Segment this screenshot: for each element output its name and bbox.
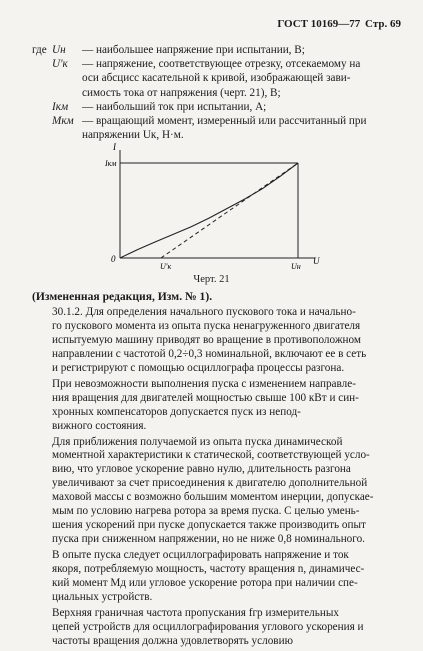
definition-prefix: где (32, 44, 47, 56)
definition-prefix (32, 100, 52, 114)
text-line: го пускового момента из опыта пуска ненагруженного двигателя (52, 319, 361, 332)
definition-symbol: U'к (52, 58, 68, 71)
text-line: якоря, потребляемую мощность, частоту вращения n, динамичес- (52, 563, 365, 576)
text-line: маховой массы с возможно большим моментом инерции, допускае- (52, 491, 374, 504)
revision-note: (Измененная редакция, Изм. № 1). (32, 290, 213, 303)
text-line: увеличивают за счет присоединения к двигателю дополнительной (52, 477, 368, 490)
paragraph (32, 436, 404, 548)
text-line: Верхняя граничная частота пропускания fгр измерительных (52, 606, 339, 619)
text-line: цепей устройств для осциллографирования углового ускорения и (52, 620, 364, 633)
definition-text: — наибольшее напряжение при испытании, В; (82, 44, 305, 56)
body-text (32, 290, 404, 651)
text-line: испытуемую машину приводят во вращение в противоположном (52, 333, 361, 346)
x-tick-un: Uн (291, 262, 301, 270)
text-line: Для приближения получаемой из опыта пуска динамической (52, 435, 343, 448)
definition-text: симость тока от напряжения (черт. 21), В; (82, 86, 281, 99)
origin-label: 0 (111, 254, 116, 264)
definition-symbol: Iкм (52, 100, 69, 113)
definition-line (32, 86, 404, 100)
definition-text: — наибольший ток при испытании, А; (82, 100, 267, 113)
figure-caption: Черт. 21 (193, 274, 230, 285)
definition-line (32, 57, 404, 71)
text-line: моментной характеристики к статической, соответствующей усло- (52, 449, 370, 462)
definition-symbol: Uн (52, 44, 66, 56)
paragraph (32, 306, 404, 376)
definition-line (32, 71, 404, 85)
text-line: циальных устройств. (52, 591, 153, 604)
definition-text: напряжении Uк, Н·м. (82, 129, 184, 142)
definition-prefix (32, 114, 52, 128)
page-number: Стр. 69 (365, 18, 401, 30)
definition-prefix (32, 57, 52, 71)
text-line: направлении с частотой 0,2÷0,3 номинальной, включают ее в сеть (52, 347, 367, 360)
text-line: кий момент Mд или угловое ускорение ротора при наличии спе- (52, 577, 358, 590)
paragraph (32, 378, 404, 434)
tangent-line (161, 163, 298, 258)
chart-21 (105, 140, 335, 270)
definition-text: оси абсцисс касательной к кривой, изображающей зави- (82, 72, 351, 85)
x-tick-uk: U'к (160, 262, 172, 270)
definitions-list (32, 43, 404, 142)
text-line: и регистрируют с помощью осциллографа процессы разгона. (52, 361, 345, 374)
y-axis-label: I (113, 142, 116, 152)
definition-text: — вращающий момент, измеренный или рассчитанный при (82, 115, 367, 128)
text-line: 30.1.2. Для определения начального пускового тока и начально- (52, 305, 356, 318)
text-line: шения ускорений при пуске допускается также производить опыт (52, 519, 366, 532)
x-axis-label: U (313, 256, 320, 266)
page-header (275, 18, 401, 30)
definition-line (32, 114, 404, 128)
text-line: В опыте пуска следует осциллографировать напряжение и ток (52, 549, 349, 562)
definition-text: — напряжение, соответствующее отрезку, отсекаемому на (82, 58, 361, 71)
paragraph (32, 607, 404, 649)
text-line: При невозможности выполнения пуска с изменением направле- (52, 377, 356, 390)
definition-symbol: Mкм (52, 115, 74, 128)
definition-line (32, 100, 404, 114)
text-line: частоты вращения должна удовлетворять условию (52, 634, 293, 647)
y-tick-ikm: Iкм (105, 159, 117, 168)
text-line: хронных компенсаторов допускается пуск из непод- (52, 405, 301, 418)
standard-number: ГОСТ 10169—77 (277, 18, 361, 30)
text-line: пуска при сниженном напряжении, но не ниже 0,8 номинального. (52, 533, 365, 546)
text-line: вию, что угловое ускорение равно нулю, длительность разгона (52, 463, 351, 476)
current-curve (120, 163, 298, 258)
text-line: вижного состояния. (52, 419, 147, 432)
definition-line (32, 43, 404, 57)
paragraph (32, 549, 404, 605)
text-line: мым по условию нагрева ротора за время пуска. С целью умень- (52, 505, 360, 518)
text-line: ния вращения для двигателей мощностью свыше 100 кВт и син- (52, 391, 359, 404)
